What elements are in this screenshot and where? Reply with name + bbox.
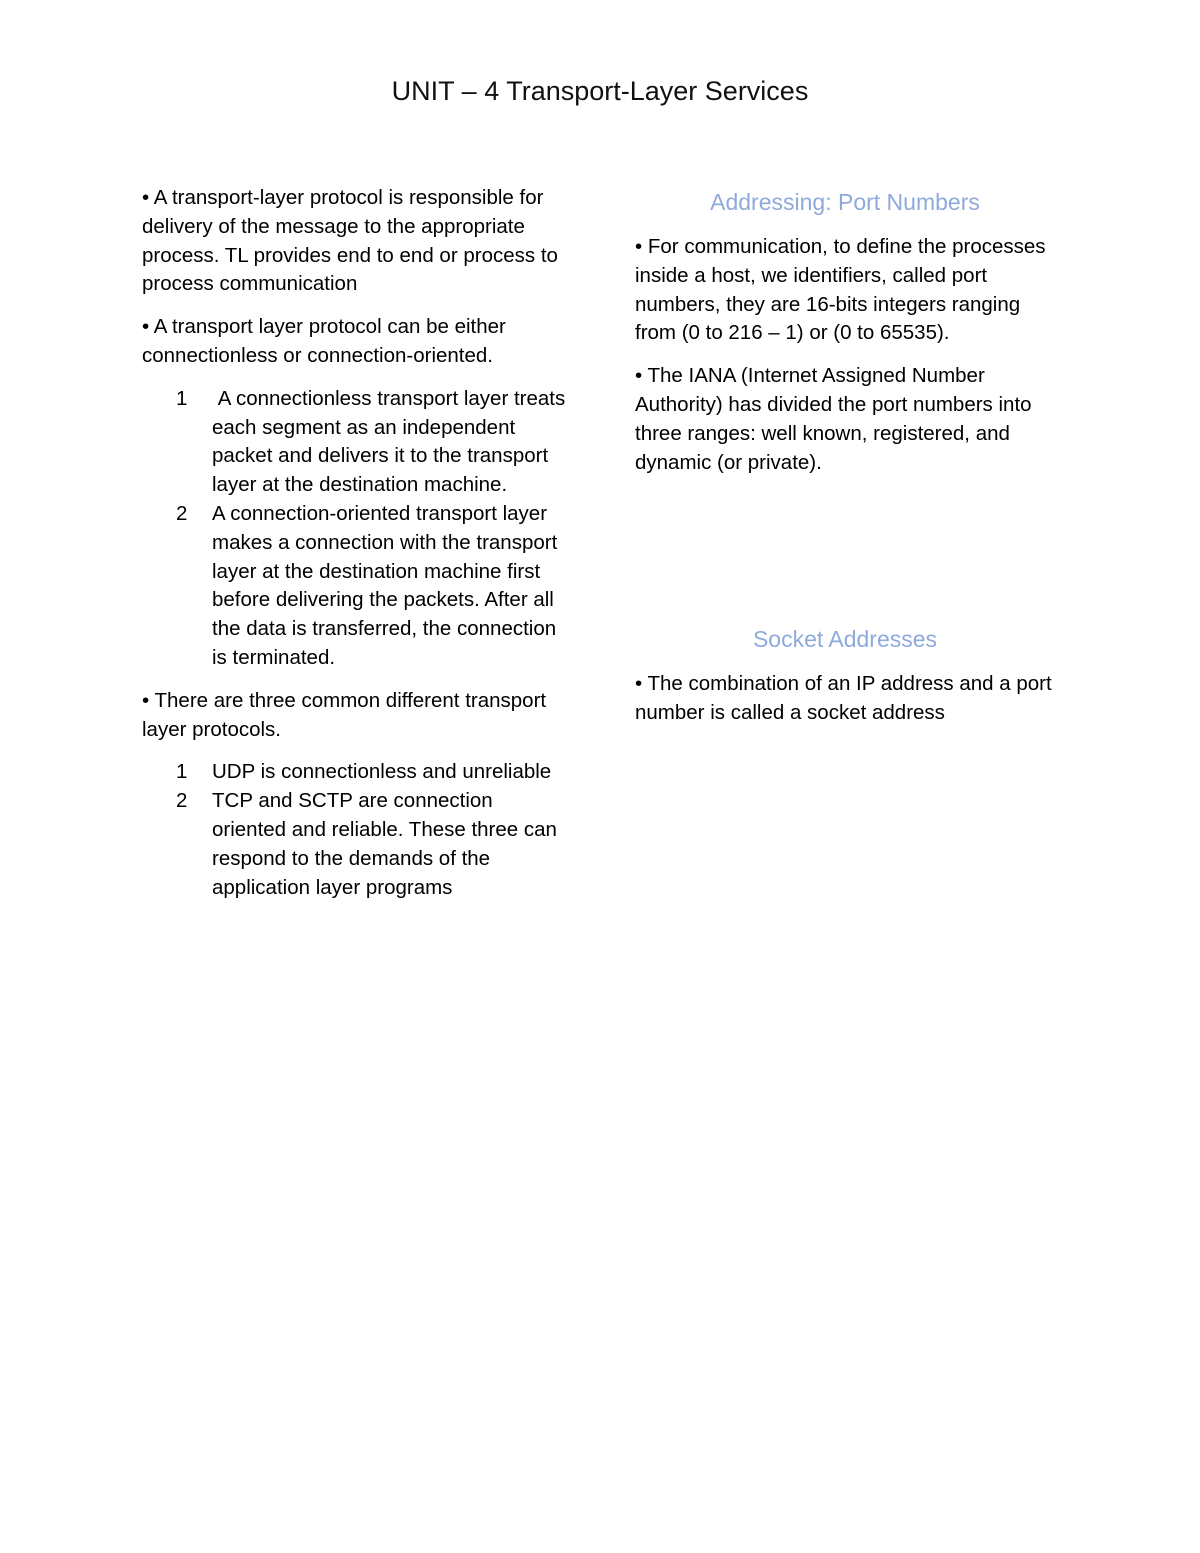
list-item-number: 2	[176, 789, 188, 813]
right-column	[635, 184, 1055, 742]
list-item	[142, 500, 572, 673]
list-item	[142, 385, 572, 500]
list-item	[142, 758, 572, 787]
list-item-number: 1	[176, 386, 188, 410]
protocols-bullet: • There are three common different transport layer protocols.	[142, 688, 547, 741]
transport-layer-responsibility-bullet: • A transport-layer protocol is responsible for delivery of the message to the appropriate process. TL provides end to end or process to process communication	[142, 186, 558, 296]
left-column	[142, 184, 572, 916]
connection-types-list	[142, 385, 572, 673]
list-item-text: A connectionless transport layer treats each segment as an independent packet and delivers it to the transport layer at the destination machine.	[212, 386, 571, 497]
list-item-text: UDP is connectionless and unreliable	[212, 760, 552, 784]
connection-types-bullet: • A transport layer protocol can be either connectionless or connection-oriented.	[142, 315, 506, 367]
iana-ranges-bullet: • The IANA (Internet Assigned Number Authority) has divided the port numbers into three ranges: well known, registered, and dynamic (or private).	[635, 364, 1032, 474]
list-item-text: TCP and SCTP are connection oriented and reliable. These three can respond to the demands of the application layer programs	[212, 789, 557, 899]
port-numbers-bullet: • For communication, to define the processes inside a host, we identifiers, called port numbers, they are 16-bits integers ranging from (0 to 216 – 1) or (0 to 65535).	[635, 235, 1046, 345]
section-heading-socket-addresses: Socket Addresses	[752, 626, 938, 653]
list-item	[142, 787, 572, 902]
list-item-number: 1	[176, 760, 188, 784]
list-item-number: 2	[176, 501, 188, 525]
socket-address-bullet: • The combination of an IP address and a port number is called a socket address	[635, 672, 1052, 725]
section-heading-port-numbers: Addressing: Port Numbers	[710, 189, 980, 215]
list-item-text: A connection-oriented transport layer makes a connection with the transport layer at the destination machine first before delivering the packets. After all the data is transferred, the connection is terminated.	[212, 501, 558, 669]
protocols-list	[142, 758, 572, 902]
document-title: UNIT – 4 Transport-Layer Services	[391, 76, 809, 106]
